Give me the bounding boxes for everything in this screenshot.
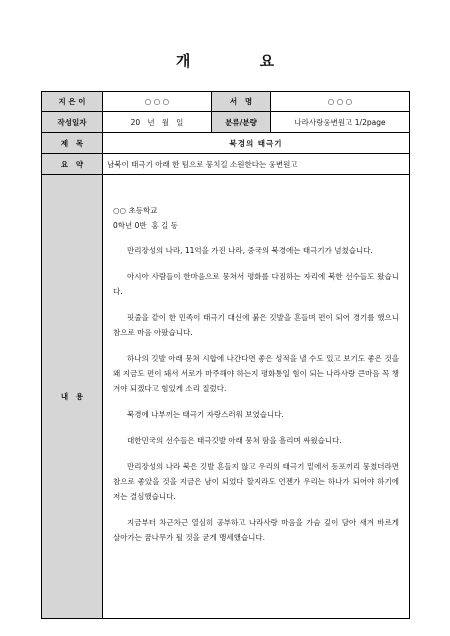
summary-label: 요 약 (42, 154, 103, 175)
category-label: 분류/분량 (212, 112, 271, 133)
document-title: 개 요 (175, 52, 307, 70)
paragraph: 아시아 사람들이 한마음으로 뭉쳐서 평화를 다짐하는 자리에 북한 선수들도 왔습니다. (113, 272, 399, 296)
date-label: 작성일자 (42, 112, 103, 133)
subject-label: 제 목 (42, 133, 103, 154)
author-label: 지 은 이 (42, 92, 103, 112)
date-value: 20 년 월 일 (103, 112, 212, 133)
paragraph: 대한민국의 선수들은 태극깃발 아래 뭉쳐 땀을 흘리며 싸웠습니다. (127, 436, 342, 445)
subject-value: 북경의 태극기 (103, 133, 410, 154)
paragraph: 하나의 깃발 아래 뭉쳐 시합에 나간다면 좋은 성적을 낼 수도 있고 보기도 좋은 것을 왜 지금도 편이 돼서 서로가 마주해야 하는지 평화통일 힘이 되는 나라사랑 큰마음 꼭 챙겨야 되겠다고 힘있게 소리 질렀다. (113, 354, 399, 393)
content-body (103, 175, 410, 619)
summary-form-table (41, 91, 410, 619)
paragraph: 북경에 나부끼는 태극기 자랑스러워 보였습니다. (127, 410, 284, 419)
content-label: 내 용 (42, 175, 103, 619)
paragraph: 만리장성의 나라, 11억을 가진 나라, 중국의 북경에는 태극기가 넘쳤습니다. (127, 246, 373, 255)
category-value: 나라사랑웅변원고 1/2page (271, 112, 410, 133)
summary-value: 남북이 태극기 아래 한 팀으로 뭉치길 소원한다는 웅변원고 (103, 154, 410, 175)
paragraph: 핏줄을 같이 한 민족이 태극기 대신에 붉은 깃발을 흔들며 편이 되어 경기를 했으니 참으로 마음 아팠습니다. (113, 313, 399, 337)
signature-label: 서 명 (212, 92, 271, 112)
paragraph: 지금부터 차근차근 열심히 공부하고 나라사랑 마음을 가슴 깊이 담아 새겨 바르게 살아가는 꿈나무가 될 것을 굳게 맹세했습니다. (113, 518, 399, 542)
paragraph: 만리장성의 나라 북은 깃발 흔들지 않고 우리의 태극기 밑에서 동포끼리 뭉쳤더라면 참으로 좋았을 것을 지금은 남이 되었다 할지라도 언젠가 우리는 하나가 되어야 하기에 저는 결심했습니다. (113, 462, 399, 501)
student-name: 0학년 0반 홍 길 동 (113, 221, 178, 230)
signature-value: ○ ○ ○ (271, 92, 410, 112)
school-name: ○○ 초등학교 (113, 206, 158, 215)
author-value: ○ ○ ○ (103, 92, 212, 112)
